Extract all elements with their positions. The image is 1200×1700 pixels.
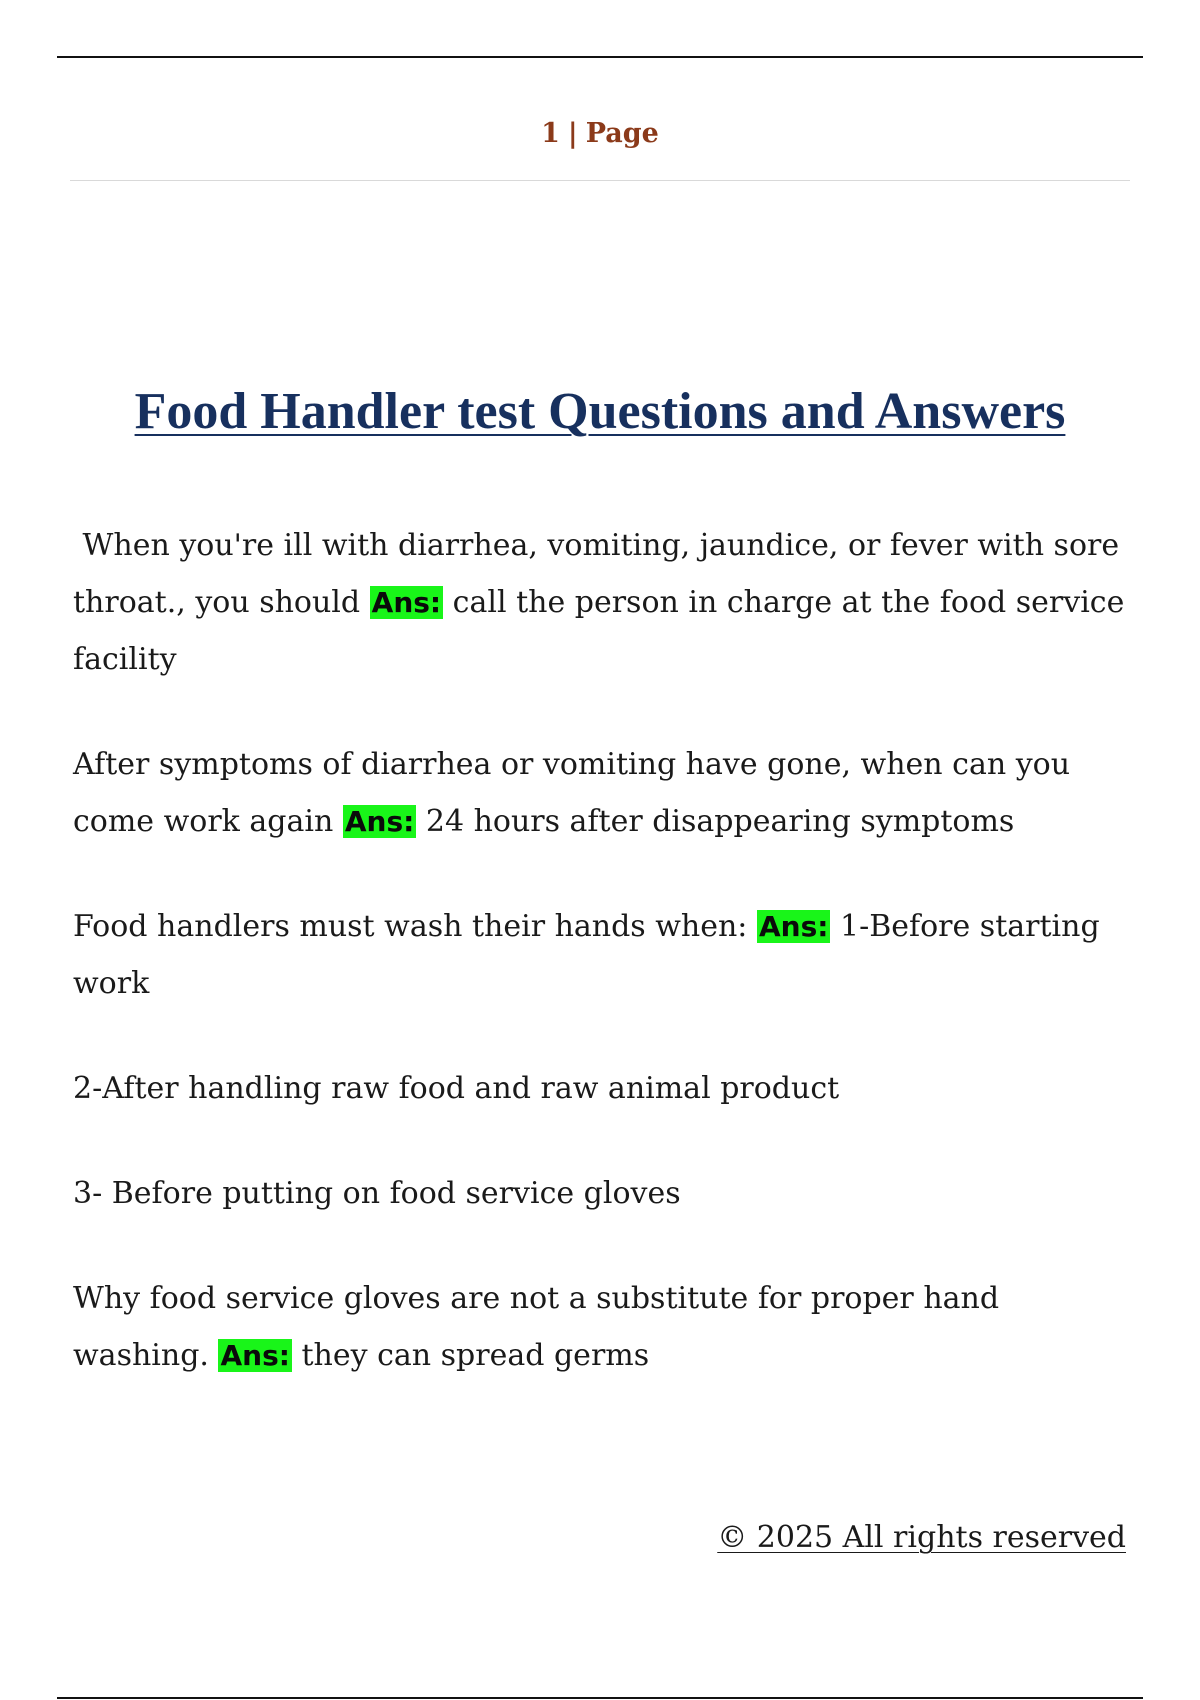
page-label: Page bbox=[585, 118, 659, 149]
copyright-notice: © 2025 All rights reserved bbox=[717, 1520, 1126, 1555]
document-title: Food Handler test Questions and Answers bbox=[134, 383, 1066, 440]
qa-item-3 bbox=[73, 898, 1138, 1012]
answer-text: call the person in charge at the food service facility bbox=[73, 585, 1125, 677]
list-item: 3- Before putting on food service gloves bbox=[73, 1176, 681, 1211]
answer-text: they can spread germs bbox=[301, 1338, 650, 1373]
answer-text: 24 hours after disappearing symptoms bbox=[425, 804, 1015, 839]
question-text: After symptoms of diarrhea or vomiting have gone, when can you come work again bbox=[73, 747, 1071, 839]
header-divider bbox=[70, 180, 1130, 181]
question-text: Food handlers must wash their hands when: bbox=[73, 909, 748, 944]
question-text: When you're ill with diarrhea, vomiting, jaundice, or fever with sore throat., you should bbox=[73, 528, 1120, 620]
top-rule bbox=[57, 56, 1143, 58]
qa-item-1 bbox=[73, 517, 1138, 688]
bottom-rule bbox=[57, 1697, 1143, 1699]
answer-label: Ans: bbox=[220, 1339, 290, 1372]
list-item: 2-After handling raw food and raw animal product bbox=[73, 1071, 840, 1106]
page-number: 1 bbox=[541, 118, 560, 149]
answer-text: 1-Before starting work bbox=[73, 909, 1100, 1001]
answer-label: Ans: bbox=[758, 910, 829, 943]
answer-label: Ans: bbox=[344, 805, 415, 838]
page-separator: | bbox=[567, 118, 578, 149]
qa-list bbox=[73, 517, 1138, 1432]
qa-item-2 bbox=[73, 736, 1138, 850]
page-header bbox=[70, 118, 1130, 149]
question-text: Why food service gloves are not a substitute for proper hand washing. bbox=[73, 1281, 1000, 1373]
qa-item-4 bbox=[73, 1270, 1138, 1384]
answer-label: Ans: bbox=[371, 586, 442, 619]
